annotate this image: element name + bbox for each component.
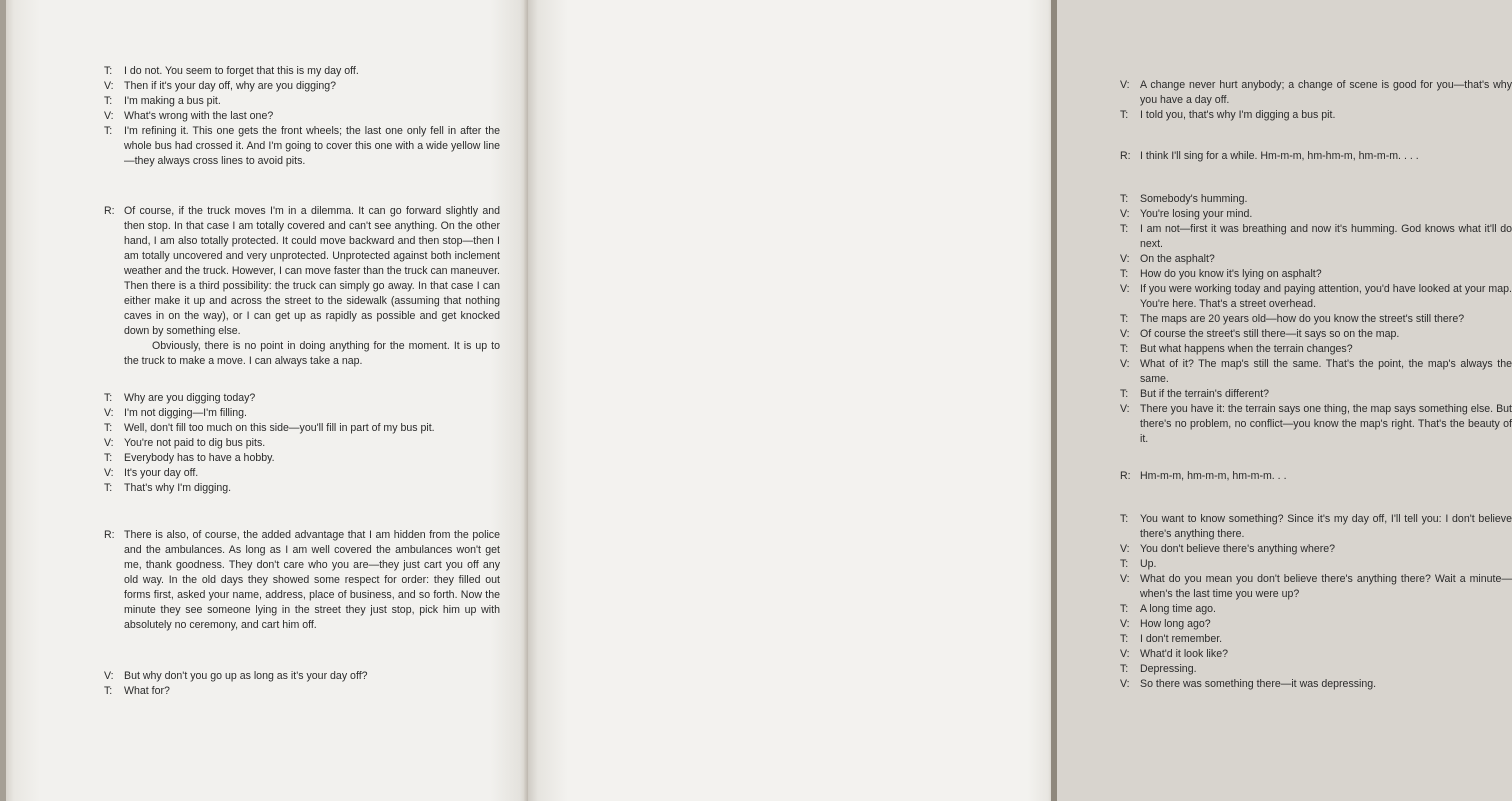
dialogue-line xyxy=(1120,282,1512,312)
dialogue-line xyxy=(1120,512,1512,542)
speaker-label: T: xyxy=(1120,193,1129,205)
dialogue-block xyxy=(1120,192,1512,447)
dialogue-line xyxy=(1120,557,1512,572)
dialogue-line xyxy=(1120,192,1512,207)
dialogue-line xyxy=(1120,662,1512,677)
dialogue-text: It's your day off. xyxy=(124,467,199,479)
dialogue-line xyxy=(104,79,500,94)
dialogue-block xyxy=(104,204,500,369)
dialogue-text: But why don't you go up as long as it's your day off? xyxy=(124,670,368,682)
speaker-label: V: xyxy=(104,467,114,479)
dialogue-line xyxy=(104,109,500,124)
speaker-label: T: xyxy=(104,482,113,494)
dialogue-line xyxy=(1120,469,1512,484)
dialogue-line xyxy=(104,451,500,466)
speaker-label: R: xyxy=(1120,150,1131,162)
dialogue-block xyxy=(104,64,500,169)
speaker-label: V: xyxy=(1120,283,1130,295)
dialogue-text: I'm refining it. This one gets the front wheels; the last one only fell in after the whole bus had crossed it. And I'm going to cover this one with a wide yellow line—they always cross lines to avoid pits. xyxy=(124,125,500,167)
dialogue-text: A change never hurt anybody; a change of scene is good for you—that's why you have a day off. xyxy=(1140,79,1512,106)
speaker-label: T: xyxy=(104,392,113,404)
dialogue-text: What for? xyxy=(124,685,170,697)
dialogue-line xyxy=(1120,108,1512,123)
speaker-label: V: xyxy=(104,407,114,419)
dialogue-text: What'd it look like? xyxy=(1140,648,1228,660)
dialogue-line xyxy=(104,684,500,699)
dialogue-text: That's why I'm digging. xyxy=(124,482,232,494)
speaker-label: V: xyxy=(1120,358,1130,370)
dialogue-line xyxy=(1120,632,1512,647)
dialogue-line xyxy=(1120,267,1512,282)
dialogue-text: You want to know something? Since it's my day off, I'll tell you: I don't believe there's anything there. xyxy=(1140,513,1512,540)
speaker-label: T: xyxy=(1120,558,1129,570)
dialogue-line xyxy=(1120,312,1512,327)
speaker-label: T: xyxy=(1120,513,1129,525)
indented-paragraph: Obviously, there is no point in doing anything for the moment. It is up to the truck to make a move. I can always take a nap. xyxy=(124,340,500,367)
dialogue-text: I'm making a bus pit. xyxy=(124,95,221,107)
dialogue-line xyxy=(104,94,500,109)
dialogue-line xyxy=(1120,402,1512,447)
dialogue-line xyxy=(104,528,500,633)
speaker-label: R: xyxy=(1120,470,1131,482)
dialogue-text: Of course, if the truck moves I'm in a dilemma. It can go forward slightly and then stop. In that case I am totally covered and can't see anything. On the other hand, I am also totally protected. It could move backward and then stop—then I am totally uncovered and very unprotected. Unprotected against both inclement weather and the truck. However, I can move faster than the truck can maneuver. Then there is a third possibility: the truck can simply go away. In that case I can either make it up and across the street to the sidewalk (assuming that nothing caves in on the way), or I can get up as rapidly as possible and get knocked down by something else. xyxy=(124,205,500,337)
dialogue-block xyxy=(104,391,500,496)
dialogue-line xyxy=(1120,572,1512,602)
speaker-label: T: xyxy=(104,95,113,107)
dialogue-line xyxy=(1120,149,1512,164)
speaker-label: R: xyxy=(104,529,115,541)
dialogue-line xyxy=(1120,677,1512,692)
book-edge-left xyxy=(0,0,6,801)
speaker-label: T: xyxy=(104,685,113,697)
dialogue-text: Well, don't fill too much on this side—you'll fill in part of my bus pit. xyxy=(124,422,435,434)
dialogue-text: Then if it's your day off, why are you digging? xyxy=(124,80,337,92)
speaker-label: V: xyxy=(1120,79,1130,91)
dialogue-block xyxy=(1120,469,1512,484)
dialogue-line xyxy=(1120,647,1512,662)
speaker-label: V: xyxy=(1120,678,1130,690)
speaker-label: T: xyxy=(1120,313,1129,325)
speaker-label: V: xyxy=(1120,618,1130,630)
speaker-label: V: xyxy=(1120,543,1130,555)
dialogue-line xyxy=(104,436,500,451)
dialogue-line xyxy=(104,481,500,496)
dialogue-text: Why are you digging today? xyxy=(124,392,256,404)
dialogue-line xyxy=(1120,342,1512,357)
speaker-label: T: xyxy=(104,452,113,464)
dialogue-text: I don't remember. xyxy=(1140,633,1223,645)
speaker-label: V: xyxy=(1120,208,1130,220)
speaker-label: V: xyxy=(1120,328,1130,340)
dialogue-text: Somebody's humming. xyxy=(1140,193,1248,205)
dialogue-line xyxy=(1120,602,1512,617)
speaker-label: T: xyxy=(1120,633,1129,645)
dialogue-text: Depressing. xyxy=(1140,663,1197,675)
speaker-label: V: xyxy=(1120,253,1130,265)
dialogue-block xyxy=(1120,78,1512,123)
dialogue-line xyxy=(1120,357,1512,387)
dialogue-text: What's wrong with the last one? xyxy=(124,110,274,122)
speaker-label: T: xyxy=(1120,603,1129,615)
speaker-label: T: xyxy=(104,422,113,434)
dialogue-text: There you have it: the terrain says one thing, the map says something else. But there's no problem, no conflict—you know the map's right. That's the beauty of it. xyxy=(1140,403,1512,445)
right-page xyxy=(528,0,1512,801)
dialogue-line xyxy=(104,124,500,169)
dialogue-text: You're losing your mind. xyxy=(1140,208,1253,220)
book-edge-right xyxy=(1051,0,1057,801)
dialogue-line xyxy=(104,466,500,481)
dialogue-line xyxy=(104,64,500,79)
dialogue-text: I do not. You seem to forget that this is my day off. xyxy=(124,65,359,77)
dialogue-text: There is also, of course, the added advantage that I am hidden from the police and the ambulances. As long as I am well covered the ambulances won't get me, thank goodness. They don't care who you are—they just cart you off any old way. In the old days they showed some respect for order: they filled out forms first, asked your name, address, place of business, and so forth. Now the minute they see someone lying in the street they just stop, pick him up with absolutely no ceremony, and cart him off. xyxy=(124,529,500,631)
dialogue-text: On the asphalt? xyxy=(1140,253,1215,265)
dialogue-line xyxy=(104,669,500,684)
dialogue-text: A long time ago. xyxy=(1140,603,1216,615)
dialogue-line xyxy=(1120,327,1512,342)
speaker-label: V: xyxy=(104,80,114,92)
dialogue-block xyxy=(104,669,500,699)
speaker-label: V: xyxy=(1120,403,1130,415)
speaker-label: V: xyxy=(1120,648,1130,660)
right-page-text xyxy=(1120,78,1512,692)
dialogue-line xyxy=(1120,617,1512,632)
left-page xyxy=(0,0,528,801)
dialogue-text: I am not—first it was breathing and now it's humming. God knows what it'll do next. xyxy=(1140,223,1512,250)
dialogue-text: Of course the street's still there—it says so on the map. xyxy=(1140,328,1400,340)
dialogue-text: But if the terrain's different? xyxy=(1140,388,1270,400)
dialogue-line xyxy=(104,391,500,406)
speaker-label: R: xyxy=(104,205,115,217)
dialogue-line xyxy=(1120,542,1512,557)
dialogue-block xyxy=(1120,512,1512,692)
dialogue-text: Hm-m-m, hm-m-m, hm-m-m. . . xyxy=(1140,470,1287,482)
speaker-label: V: xyxy=(104,437,114,449)
left-page-text xyxy=(104,64,500,699)
speaker-label: T: xyxy=(1120,388,1129,400)
dialogue-text: What do you mean you don't believe there's anything there? Wait a minute—when's the last time you were up? xyxy=(1140,573,1512,600)
dialogue-line xyxy=(104,204,500,339)
dialogue-text: How do you know it's lying on asphalt? xyxy=(1140,268,1322,280)
dialogue-block xyxy=(1120,149,1512,164)
dialogue-text: What of it? The map's still the same. That's the point, the map's always the same. xyxy=(1140,358,1512,385)
speaker-label: T: xyxy=(104,125,113,137)
speaker-label: T: xyxy=(1120,109,1129,121)
dialogue-text: You're not paid to dig bus pits. xyxy=(124,437,266,449)
dialogue-line xyxy=(1120,222,1512,252)
speaker-label: V: xyxy=(1120,573,1130,585)
speaker-label: V: xyxy=(104,110,114,122)
dialogue-line xyxy=(104,406,500,421)
dialogue-text: Up. xyxy=(1140,558,1157,570)
dialogue-text: You don't believe there's anything where? xyxy=(1140,543,1336,555)
dialogue-line xyxy=(1120,387,1512,402)
dialogue-text: How long ago? xyxy=(1140,618,1211,630)
dialogue-text: I'm not digging—I'm filling. xyxy=(124,407,247,419)
dialogue-text: But what happens when the terrain changes? xyxy=(1140,343,1353,355)
dialogue-text: The maps are 20 years old—how do you know the street's still there? xyxy=(1140,313,1465,325)
speaker-label: T: xyxy=(1120,268,1129,280)
speaker-label: V: xyxy=(104,670,114,682)
dialogue-line xyxy=(1120,207,1512,222)
speaker-label: T: xyxy=(1120,343,1129,355)
speaker-label: T: xyxy=(104,65,113,77)
dialogue-line xyxy=(1120,78,1512,108)
dialogue-line xyxy=(104,421,500,436)
dialogue-line xyxy=(1120,252,1512,267)
dialogue-text: If you were working today and paying attention, you'd have looked at your map. You're here. That's a street overhead. xyxy=(1140,283,1512,310)
speaker-label: T: xyxy=(1120,663,1129,675)
dialogue-text: Everybody has to have a hobby. xyxy=(124,452,275,464)
dialogue-block xyxy=(104,528,500,633)
dialogue-text: I told you, that's why I'm digging a bus pit. xyxy=(1140,109,1336,121)
dialogue-text: I think I'll sing for a while. Hm-m-m, hm-hm-m, hm-m-m. . . . xyxy=(1140,150,1419,162)
dialogue-text: So there was something there—it was depressing. xyxy=(1140,678,1377,690)
speaker-label: T: xyxy=(1120,223,1129,235)
